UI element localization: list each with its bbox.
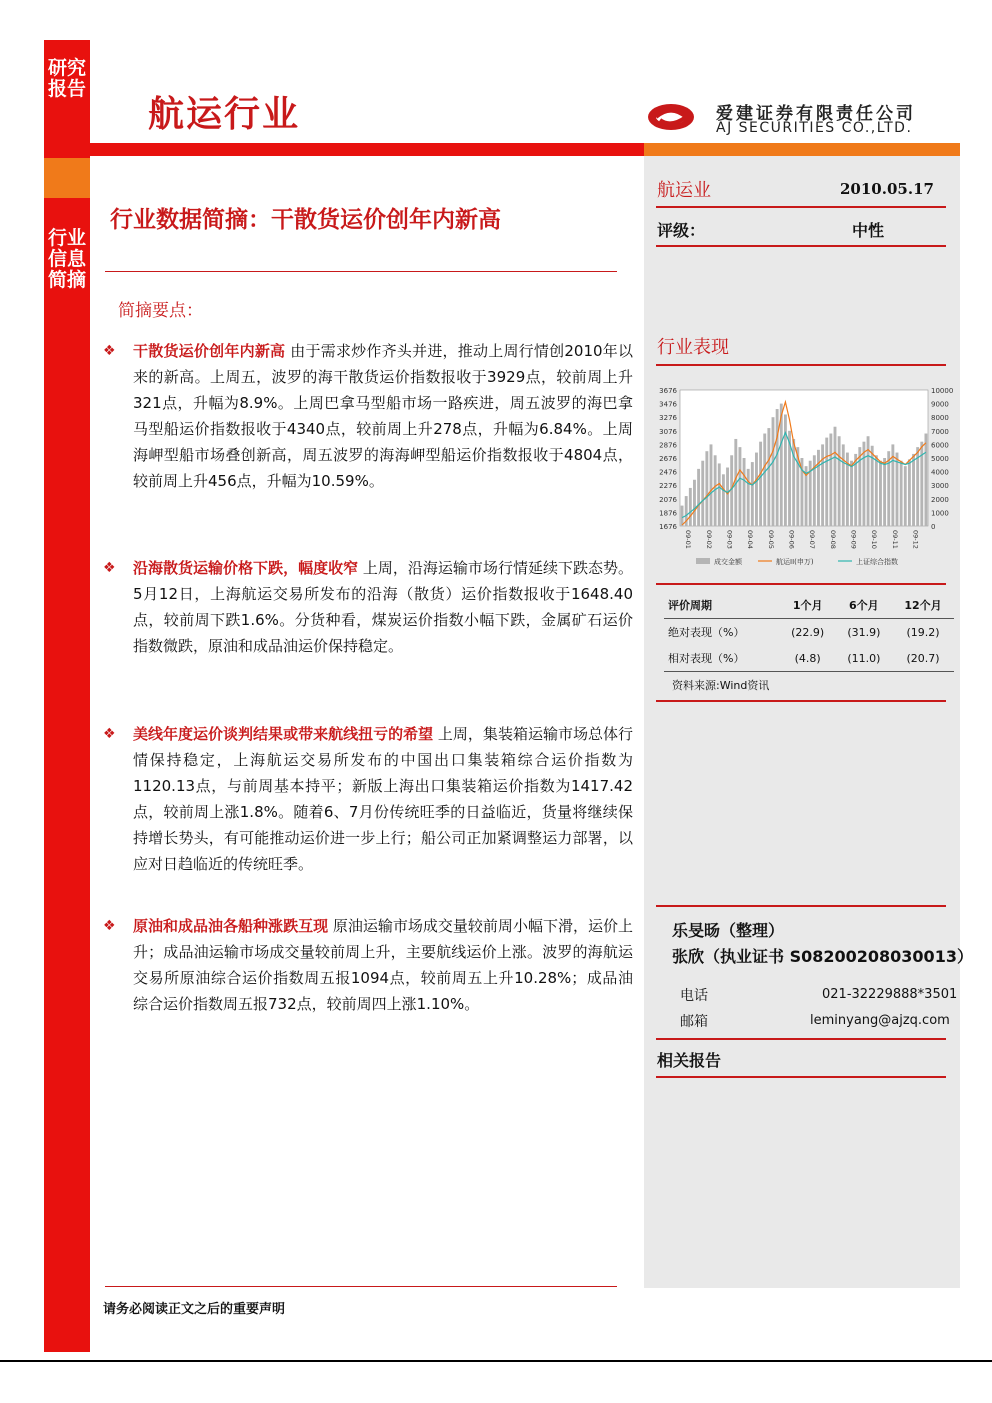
volume-bar <box>689 488 692 526</box>
volume-bar <box>900 461 903 526</box>
volume-bar <box>772 417 775 526</box>
email-link[interactable]: leminyang@ajzq.com <box>810 1013 950 1028</box>
volume-bar <box>763 434 766 526</box>
disclaimer-text: 请务必阅读正文之后的重要声明 <box>103 1302 286 1317</box>
table-header-cell: 12个月 <box>904 599 942 612</box>
volume-bar <box>705 451 708 526</box>
summary-heading: 简摘要点： <box>118 301 203 321</box>
bullet-heading: 原油和成品油各船种涨跌互现 <box>133 917 329 935</box>
volume-bar <box>875 455 878 526</box>
table-cell: (4.8) <box>794 651 821 665</box>
x-tick-label: 09-11 <box>890 530 899 549</box>
volume-bar <box>743 458 746 526</box>
y-right-tick-label: 6000 <box>931 441 949 450</box>
performance-heading: 行业表现 <box>657 337 729 358</box>
volume-bar <box>776 409 779 526</box>
volume-bar <box>904 466 907 526</box>
y-left-tick-label: 2676 <box>659 455 677 463</box>
summary-bullet <box>103 721 633 877</box>
side-label-info-digest: 行业信息简摘 <box>47 227 86 291</box>
volume-bar <box>817 450 820 526</box>
legend-label: 上证综合指数 <box>856 558 898 566</box>
y-right-tick-label: 1000 <box>931 509 949 518</box>
report-title: 行业数据简摘：干散货运价创年内新高 <box>110 207 501 233</box>
related-reports-heading: 相关报告 <box>657 1051 722 1070</box>
x-tick-label: 09-07 <box>808 530 817 549</box>
x-tick-label: 09-08 <box>828 530 837 549</box>
volume-bar <box>710 444 713 526</box>
table-row <box>664 619 954 646</box>
volume-bar <box>829 434 832 526</box>
volume-bar <box>726 468 729 526</box>
y-left-tick-label: 2276 <box>659 482 677 491</box>
panel-divider <box>656 1038 946 1040</box>
y-right-tick-label: 2000 <box>931 495 949 504</box>
right-sidebar-panel <box>644 156 960 1288</box>
x-tick-label: 09-09 <box>849 530 858 549</box>
x-tick-label: 09-04 <box>746 530 755 549</box>
diamond-bullet-icon: ❖ <box>103 560 116 576</box>
legend-swatch-bar <box>696 558 710 564</box>
y-left-tick-label: 3276 <box>659 414 677 423</box>
diamond-bullet-icon: ❖ <box>103 918 116 934</box>
industry-performance-chart <box>652 380 954 570</box>
panel-divider <box>656 905 946 907</box>
y-left-tick-label: 1676 <box>659 523 677 531</box>
y-left-tick-label: 3076 <box>659 427 677 436</box>
volume-bar <box>755 453 758 526</box>
y-right-tick-label: 9000 <box>931 400 949 409</box>
volume-bar <box>834 427 837 526</box>
bullet-body: 上周，沿海运输市场行情延续下跌态势。5月12日，上海航运交易所发布的沿海（散货）运价指数报收于1648.40点，较前周下跌1.6%。分货种看，煤炭运价指数小幅下跌，金属矿石运价指数微跌，原油和成品油运价保持稳定。 <box>133 559 633 655</box>
company-name-en: AJ SECURITIES CO.,LTD. <box>716 120 913 136</box>
report-date: 2010.05.17 <box>840 180 934 198</box>
volume-bar <box>862 442 865 526</box>
y-left-tick-label: 3476 <box>659 400 677 409</box>
title-divider <box>105 271 617 272</box>
page-header-title: 航运行业 <box>148 94 301 135</box>
table-row <box>664 645 954 672</box>
panel-divider <box>656 1076 946 1078</box>
volume-bar <box>838 436 841 526</box>
phone-label: 电话 <box>680 988 708 1004</box>
volume-bar <box>693 480 696 526</box>
y-right-tick-label: 7000 <box>931 427 949 436</box>
company-name-cn: 爱建证券有限责任公司 <box>716 104 916 124</box>
bullet-heading: 沿海散货运输价格下跌，幅度收窄 <box>133 559 359 577</box>
y-right-tick-label: 0 <box>931 523 936 531</box>
volume-bar <box>825 438 828 526</box>
volume-bar <box>879 461 882 526</box>
x-tick-label: 09-01 <box>684 530 693 549</box>
x-tick-label: 09-10 <box>870 530 879 549</box>
page-bottom-line <box>0 1360 992 1362</box>
volume-bar <box>697 469 700 526</box>
volume-bar <box>747 469 750 526</box>
volume-bar <box>718 463 721 526</box>
table-header-cell: 6个月 <box>849 599 879 612</box>
volume-bar <box>883 458 886 526</box>
left-accent-band <box>44 158 90 198</box>
volume-bar <box>722 474 725 526</box>
company-logo-icon <box>646 100 696 134</box>
bullet-body: 上周，集装箱运输市场总体行情保持稳定，上海航运交易所发布的中国出口集装箱综合运价指数为1120.13点，与前周基本持平；新版上海出口集装箱运价指数为1417.42点，较前周上涨1.8%。随着6、7月份传统旺季的日益临近，货量将继续保持增长势头，有可能推动运价进一步上行；船公司正加紧调整运力部署，以应对日趋临近的传统旺季。 <box>133 725 633 873</box>
volume-bar <box>850 461 853 526</box>
diamond-bullet-icon: ❖ <box>103 726 116 742</box>
rating-value: 中性 <box>852 221 885 240</box>
volume-bar <box>767 428 770 526</box>
table-header-row <box>664 592 954 619</box>
volume-bar <box>896 453 899 526</box>
x-tick-label: 09-12 <box>911 530 920 549</box>
analyst-name: 张欣（执业证书 S08200208030013） <box>672 947 973 966</box>
panel-divider <box>656 206 946 208</box>
volume-bar <box>759 442 762 526</box>
analyst-name: 乐旻旸（整理） <box>672 921 785 940</box>
diamond-bullet-icon: ❖ <box>103 343 116 359</box>
email-label: 邮箱 <box>680 1014 708 1030</box>
table-cell: (19.2) <box>906 625 940 639</box>
x-tick-label: 09-02 <box>704 530 713 549</box>
x-tick-label: 09-03 <box>725 530 734 549</box>
panel-divider <box>656 245 946 247</box>
volume-bar <box>842 444 845 526</box>
volume-bar <box>858 447 861 526</box>
summary-bullet <box>103 555 633 659</box>
legend-label: 成交金额 <box>714 558 742 566</box>
table-cell: 绝对表现（%） <box>668 626 745 639</box>
y-right-tick-label: 4000 <box>931 468 949 477</box>
x-tick-label: 09-05 <box>766 530 775 549</box>
volume-bar <box>924 434 927 526</box>
panel-divider <box>656 700 946 702</box>
table-header-cell: 评价周期 <box>668 599 712 612</box>
y-right-tick-label: 8000 <box>931 414 949 423</box>
volume-bar <box>751 462 754 526</box>
side-label-research-report: 研究报告 <box>47 57 86 100</box>
table-cell: (31.9) <box>847 625 881 639</box>
table-cell: 相对表现（%） <box>668 652 745 665</box>
volume-bar <box>908 459 911 526</box>
industry-name: 航运业 <box>657 180 711 201</box>
data-source: 资料来源:Wind资讯 <box>672 679 770 692</box>
panel-divider <box>656 364 946 366</box>
table-cell: (20.7) <box>906 651 940 665</box>
volume-bar <box>701 461 704 526</box>
y-left-tick-label: 2076 <box>659 495 677 504</box>
bullet-heading: 美线年度运价谈判结果或带来航线扭亏的希望 <box>133 725 434 743</box>
y-right-tick-label: 10000 <box>931 387 954 395</box>
summary-bullet <box>103 338 633 494</box>
y-left-tick-label: 3676 <box>659 387 677 395</box>
table-cell: (11.0) <box>847 651 881 665</box>
panel-divider <box>656 583 946 585</box>
y-left-tick-label: 1876 <box>659 509 677 518</box>
bullet-body: 由于需求炒作齐头并进，推动上周行情创2010年以来的新高。上周五，波罗的海干散货运价指数报收于3929点，较前周上升321点，升幅为8.9%。上周巴拿马型船市场一路疾进，周五波罗的海巴拿马型船运价指数报收于4340点，较前周上升278点，升幅为6.84%。上周海岬型船市场叠创新高，周五波罗的海海岬型船运价指数报收于4804点，较前周上升456点，升幅为10.59%。 <box>133 342 633 490</box>
table-header-cell: 1个月 <box>792 599 823 612</box>
table-cell: (22.9) <box>791 625 825 639</box>
volume-bar <box>912 454 915 526</box>
volume-bar <box>681 506 684 526</box>
footer-divider <box>105 1286 617 1287</box>
y-left-tick-label: 2876 <box>659 441 677 450</box>
phone-number: 021-32229888*3501 <box>822 987 958 1002</box>
y-right-tick-label: 5000 <box>931 455 949 463</box>
header-divider-accent <box>644 143 960 156</box>
legend-label: 航运II(申万) <box>776 558 814 566</box>
performance-table <box>664 592 954 672</box>
summary-bullet <box>103 913 633 1017</box>
y-left-tick-label: 2476 <box>659 468 677 477</box>
volume-bar <box>738 447 741 526</box>
volume-bar <box>821 444 824 526</box>
x-tick-label: 09-06 <box>787 530 796 549</box>
bullet-heading: 干散货运价创年内新高 <box>133 342 286 360</box>
y-right-tick-label: 3000 <box>931 482 949 491</box>
bullet-body: 原油运输市场成交量较前周小幅下滑，运价上升；成品油运输市场成交量较前周上升，主要航线运价上涨。波罗的海航运交易所原油综合运价指数周五报1094点，较前周五上升10.28%；成品油综合运价指数周五报732点，较前周四上涨1.10%。 <box>133 917 633 1013</box>
rating-label: 评级： <box>657 221 706 240</box>
